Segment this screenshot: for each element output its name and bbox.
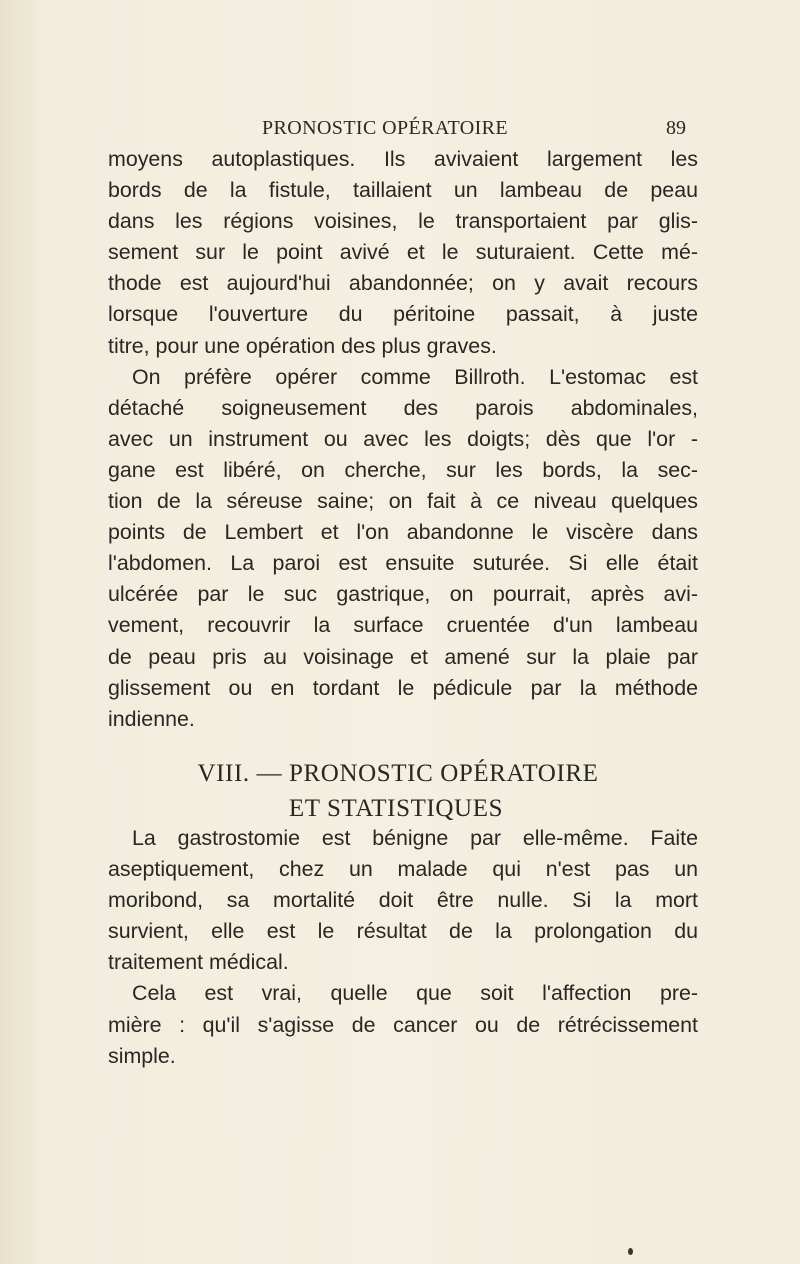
text-line: dans les régions voisines, le transportaient par glis- <box>108 209 698 234</box>
paragraph <box>108 823 698 978</box>
text-line: détaché soigneusement des parois abdominales, <box>108 395 698 420</box>
text-line: de peau pris au voisinage et amené sur la plaie par <box>108 644 698 669</box>
paragraph <box>108 144 698 362</box>
paragraph <box>108 362 698 735</box>
text-line: moribond, sa mortalité doit être nulle. Si la mort <box>108 888 698 913</box>
text-line: mière : qu'il s'agisse de cancer ou de rétrécissement <box>108 1012 698 1037</box>
text-line: traitement médical. <box>108 950 289 975</box>
text-line: vement, recouvrir la surface cruentée d'un lambeau <box>108 613 698 638</box>
page-number: 89 <box>666 117 686 139</box>
text-line: simple. <box>108 1043 176 1068</box>
text-line: moyens autoplastiques. Ils avivaient largement les <box>108 147 698 171</box>
running-head <box>0 117 800 143</box>
running-title: PRONOSTIC OPÉRATOIRE <box>262 117 508 139</box>
text-line: indienne. <box>108 706 195 731</box>
text-line: thode est aujourd'hui abandonnée; on y avait recours <box>108 271 698 296</box>
text-line: Cela est vrai, quelle que soit l'affection pre- <box>132 981 698 1006</box>
text-line: tion de la séreuse saine; on fait à ce niveau quelques <box>108 489 698 514</box>
text-line: points de Lembert et l'on abandonne le viscère dans <box>108 520 698 545</box>
text-line: avec un instrument ou avec les doigts; dès que l'or - <box>108 426 698 451</box>
text-line: ulcérée par le suc gastrique, on pourrait, après avi- <box>108 582 698 607</box>
text-line: l'abdomen. La paroi est ensuite suturée. Si elle était <box>108 551 698 576</box>
text-line: glissement ou en tordant le pédicule par la méthode <box>108 675 698 700</box>
text-line: aseptiquement, chez un malade qui n'est pas un <box>108 857 698 882</box>
text-line: bords de la fistule, taillaient un lambeau de peau <box>108 178 698 203</box>
paragraph <box>108 978 698 1071</box>
text-line: survient, elle est le résultat de la prolongation du <box>108 919 698 944</box>
text-line: sement sur le point avivé et le suturaient. Cette mé- <box>108 240 698 265</box>
text-line: La gastrostomie est bénigne par elle-même. Faite <box>132 826 698 850</box>
ink-speck <box>628 1248 633 1255</box>
body-text-lower <box>108 823 698 1072</box>
text-line: lorsque l'ouverture du péritoine passait, à juste <box>108 302 698 327</box>
text-line: On préfère opérer comme Billroth. L'estomac est <box>132 364 698 389</box>
text-line: titre, pour une opération des plus graves. <box>108 333 497 358</box>
section-heading-continued: ET STATISTIQUES <box>288 795 504 822</box>
section-heading: VIII. — PRONOSTIC OPÉRATOIRE <box>197 760 599 787</box>
text-line: gane est libéré, on cherche, sur les bords, la sec- <box>108 457 698 482</box>
body-text-upper <box>108 144 698 735</box>
